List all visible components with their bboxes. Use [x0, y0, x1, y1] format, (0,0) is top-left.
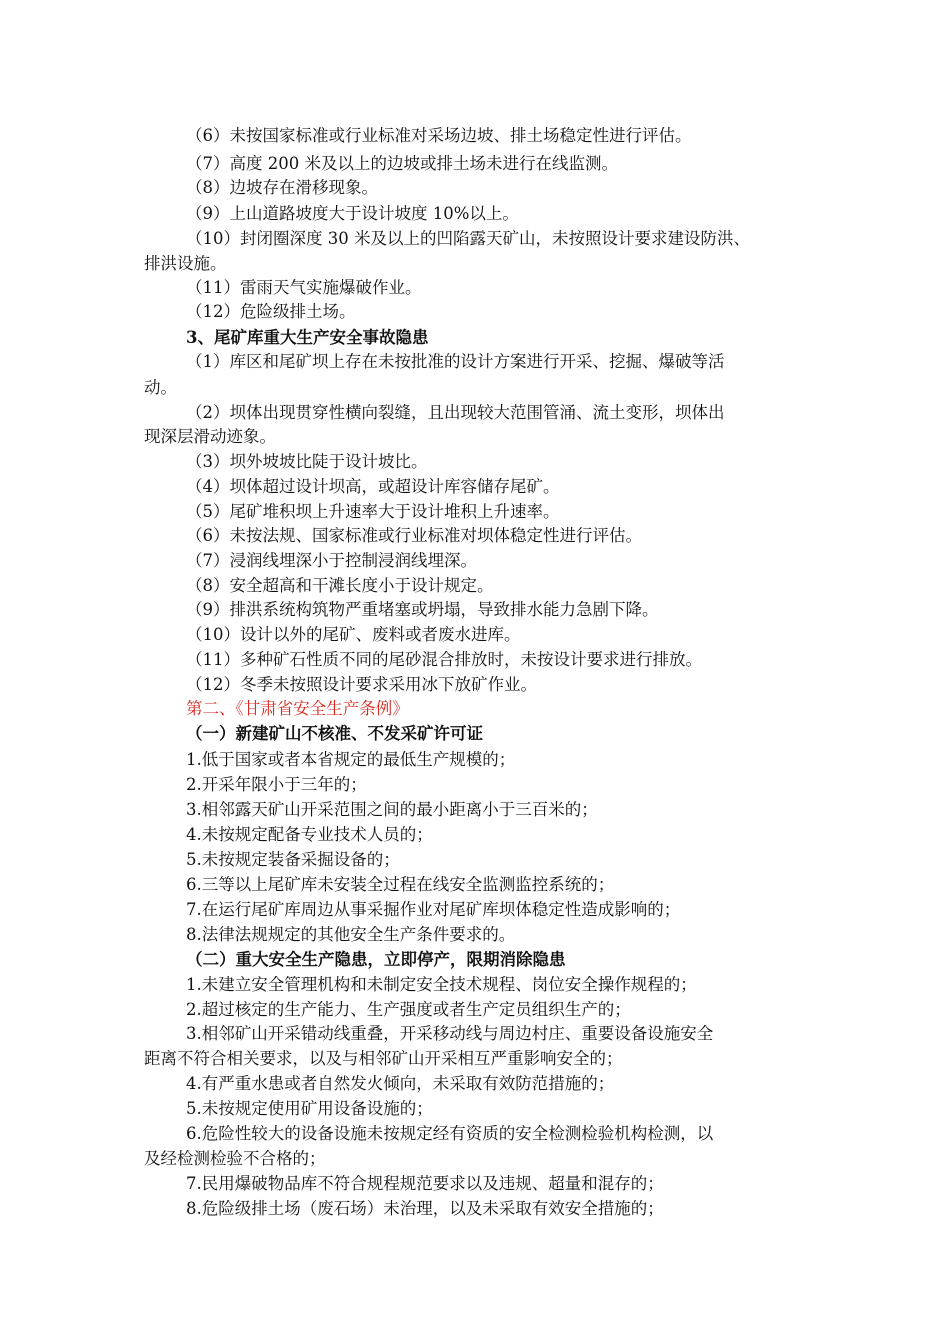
tailings-item-1: （1）库区和尾矿坝上存在未按批准的设计方案进行开采、挖掘、爆破等活	[186, 352, 725, 371]
part-one-item-4: 4.未按规定配备专业技术人员的；	[186, 825, 433, 844]
open-pit-item-6: （6）未按国家标准或行业标准对采场边坡、排土场稳定性进行评估。	[186, 126, 692, 145]
part-one-item-1: 1.低于国家或者本省规定的最低生产规模的；	[186, 750, 516, 769]
part-two-item-7: 7.民用爆破物品库不符合规程规范要求以及违规、超量和混存的；	[186, 1174, 664, 1193]
part-two-item-6-cont: 及经检测检验不合格的；	[144, 1149, 326, 1168]
part-two-item-6: 6.危险性较大的设备设施未按规定经有资质的安全检测检验机构检测，以	[186, 1124, 714, 1143]
part-two-item-1: 1.未建立安全管理机构和未制定安全技术规程、岗位安全操作规程的；	[186, 975, 697, 994]
part-two-item-8: 8.危险级排土场（废石场）未治理，以及未采取有效安全措施的；	[186, 1199, 664, 1218]
tailings-item-10: （10）设计以外的尾矿、废料或者废水进库。	[186, 625, 521, 644]
part-two-item-3-cont: 距离不符合相关要求，以及与相邻矿山开采相互严重影响安全的；	[144, 1049, 623, 1068]
tailings-item-2-cont: 现深层滑动迹象。	[144, 427, 276, 446]
part-two-heading: （二）重大安全生产隐患，立即停产，限期消除隐患	[186, 950, 566, 969]
tailings-item-8: （8）安全超高和干滩长度小于设计规定。	[186, 576, 494, 595]
tailings-item-7: （7）浸润线埋深小于控制浸润线埋深。	[186, 551, 477, 570]
part-two-item-5: 5.未按规定使用矿用设备设施的；	[186, 1099, 433, 1118]
tailings-item-2: （2）坝体出现贯穿性横向裂缝，且出现较大范围管涌、流土变形，坝体出	[186, 403, 725, 422]
tailings-item-6: （6）未按法规、国家标准或行业标准对坝体稳定性进行评估。	[186, 526, 642, 545]
open-pit-item-11: （11）雷雨天气实施爆破作业。	[186, 278, 422, 297]
part-two-item-4: 4.有严重水患或者自然发火倾向，未采取有效防范措施的；	[186, 1074, 615, 1093]
tailings-item-9: （9）排洪系统构筑物严重堵塞或坍塌，导致排水能力急剧下降。	[186, 600, 659, 619]
part-two-item-2: 2.超过核定的生产能力、生产强度或者生产定员组织生产的；	[186, 1000, 631, 1019]
part-one-item-5: 5.未按规定装备采掘设备的；	[186, 850, 400, 869]
tailings-item-3: （3）坝外坡坡比陡于设计坡比。	[186, 452, 428, 471]
open-pit-item-12: （12）危险级排土场。	[186, 302, 356, 321]
part-one-item-7: 7.在运行尾矿库周边从事采掘作业对尾矿库坝体稳定性造成影响的；	[186, 900, 681, 919]
regulation-title: 第二、《甘肃省安全生产条例》	[186, 699, 409, 718]
part-one-item-8: 8.法律法规规定的其他安全生产条件要求的。	[186, 925, 516, 944]
tailings-item-11: （11）多种矿石性质不同的尾砂混合排放时，未按设计要求进行排放。	[186, 650, 702, 669]
open-pit-item-7: （7）高度 200 米及以上的边坡或排土场未进行在线监测。	[186, 154, 618, 173]
open-pit-item-9: （9）上山道路坡度大于设计坡度 10%以上。	[186, 204, 519, 223]
open-pit-item-8: （8）边坡存在滑移现象。	[186, 178, 378, 197]
open-pit-item-10-cont: 排洪设施。	[144, 254, 227, 273]
part-two-item-3: 3.相邻矿山开采错动线重叠，开采移动线与周边村庄、重要设备设施安全	[186, 1024, 714, 1043]
tailings-item-12: （12）冬季未按照设计要求采用冰下放矿作业。	[186, 675, 537, 694]
part-one-item-3: 3.相邻露天矿山开采范围之间的最小距离小于三百米的；	[186, 800, 598, 819]
part-one-heading: （一）新建矿山不核准、不发采矿许可证	[186, 724, 483, 743]
part-one-item-6: 6.三等以上尾矿库未安装全过程在线安全监测监控系统的；	[186, 875, 615, 894]
tailings-item-5: （5）尾矿堆积坝上升速率大于设计堆积上升速率。	[186, 502, 560, 521]
part-one-item-2: 2.开采年限小于三年的；	[186, 775, 367, 794]
open-pit-item-10: （10）封闭圈深度 30 米及以上的凹陷露天矿山，未按照设计要求建设防洪、	[186, 229, 750, 248]
tailings-item-1-cont: 动。	[144, 378, 177, 397]
tailings-heading: 3、尾矿库重大生产安全事故隐患	[186, 328, 429, 347]
tailings-item-4: （4）坝体超过设计坝高，或超设计库容储存尾矿。	[186, 477, 560, 496]
